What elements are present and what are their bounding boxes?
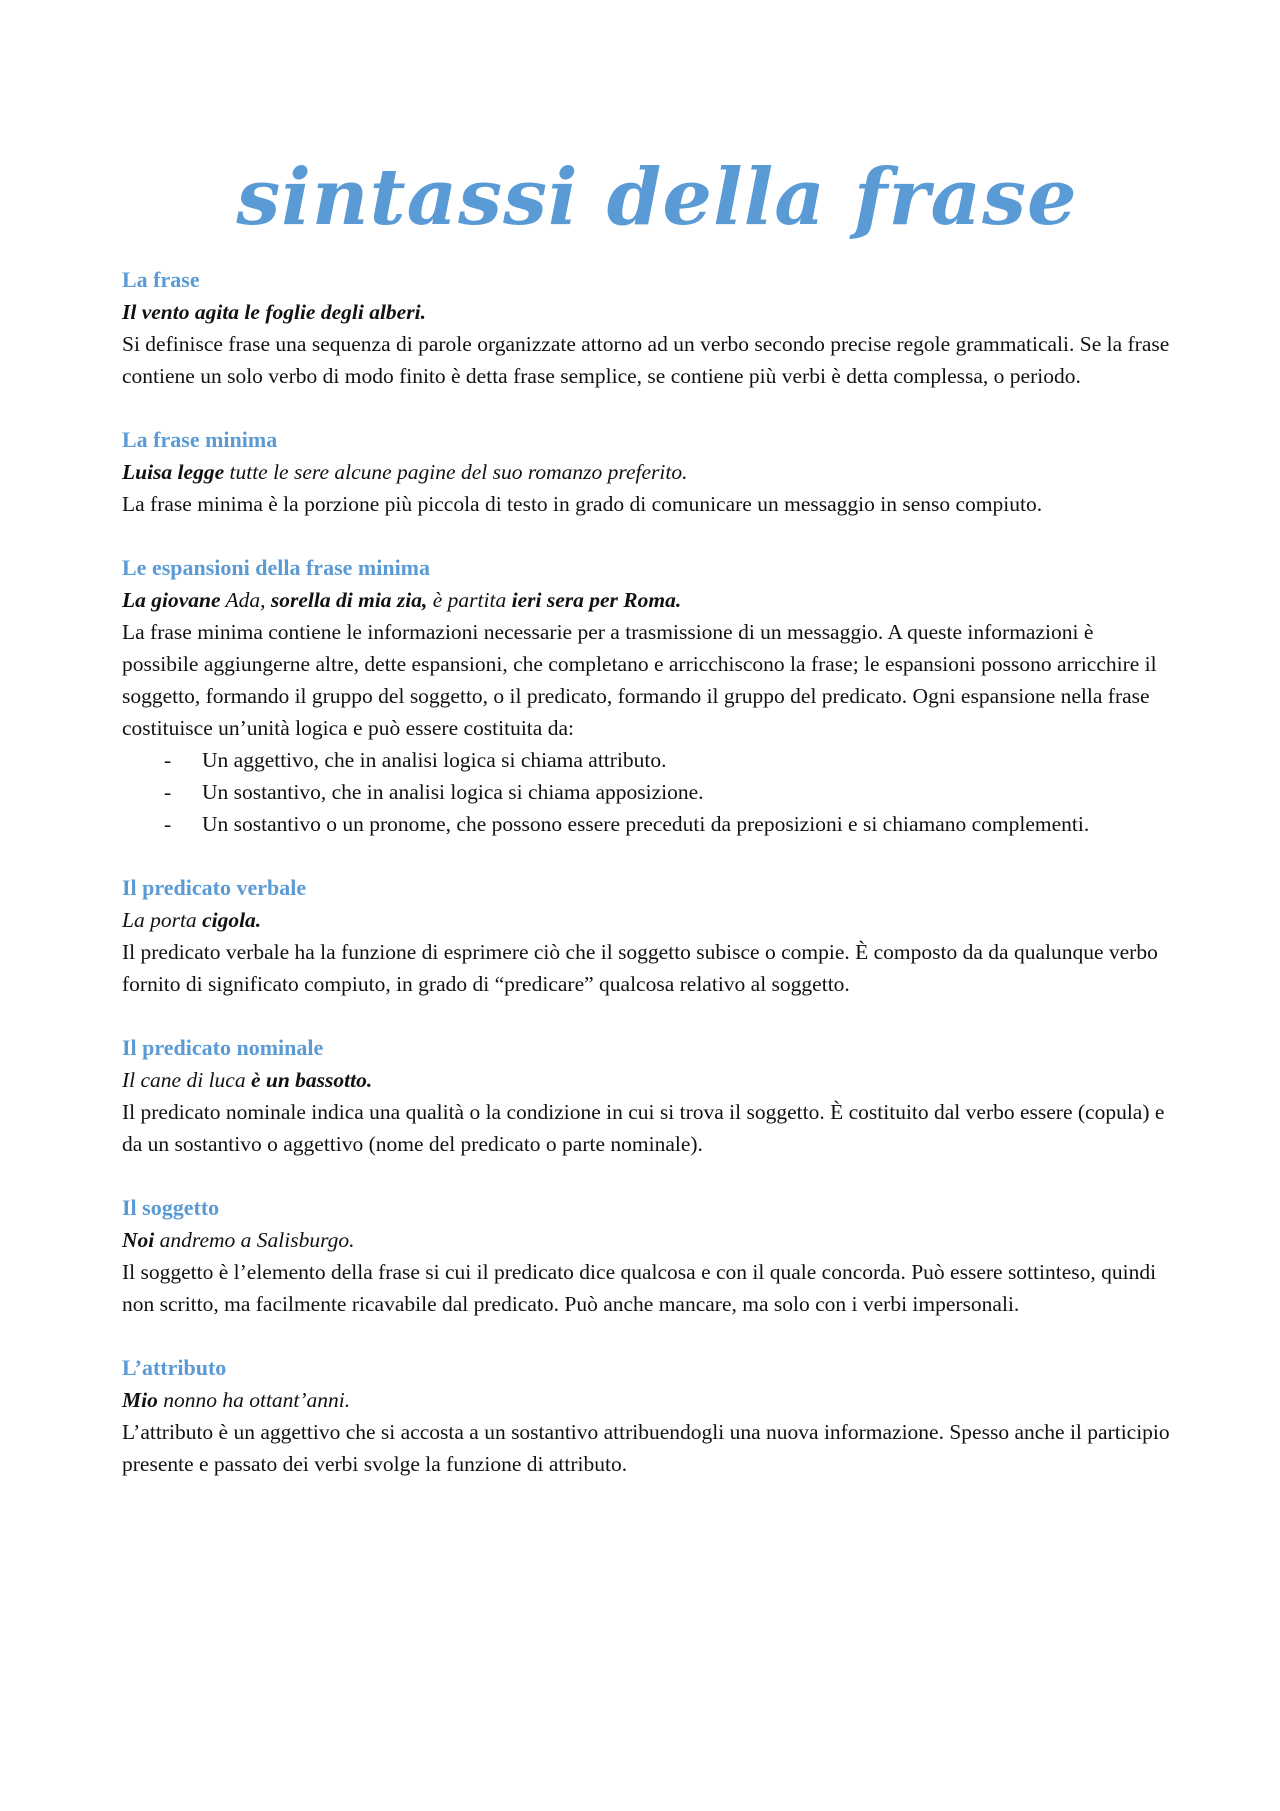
example-sentence	[122, 1384, 1172, 1416]
example-bold-segment: cigola.	[202, 908, 262, 932]
example-sentence	[122, 584, 1172, 616]
section-heading: Il soggetto	[122, 1195, 220, 1220]
section-body: L’attributo è un aggettivo che si accosta a un sostantivo attribuendogli una nuova informazione. Spesso anche il participio presente e passato dei verbi svolge la funzione di attributo.	[122, 1420, 1170, 1476]
section-body: La frase minima è la porzione più piccola di testo in grado di comunicare un messaggio in senso compiuto.	[122, 492, 1043, 516]
bullet-list	[122, 744, 1172, 840]
list-item-text: Un sostantivo o un pronome, che possono essere preceduti da preposizioni e si chiamano complementi.	[202, 812, 1090, 836]
example-bold-segment: Il vento agita le foglie degli alberi.	[122, 300, 426, 324]
section	[122, 1032, 1172, 1160]
list-item	[164, 776, 1172, 808]
dash-bullet-icon: -	[164, 780, 172, 804]
example-bold-segment: Mio	[122, 1388, 158, 1412]
example-sentence	[122, 456, 1172, 488]
example-segment: tutte le sere alcune pagine del suo romanzo preferito.	[224, 460, 688, 484]
section-heading: L’attributo	[122, 1355, 227, 1380]
section-heading: Il predicato verbale	[122, 875, 307, 900]
section-body: La frase minima contiene le informazioni necessarie per a trasmissione di un messaggio. A queste informazioni è possibile aggiungerne altre, dette espansioni, che completano e arricchiscono la frase; le espansioni possono arricchire il soggetto, formando il gruppo del soggetto, o il predicato, formando il gruppo del predicato. Ogni espansione nella frase costituisce un’unità logica e può essere costituita da:	[122, 620, 1157, 740]
document-page	[122, 150, 1172, 1512]
section	[122, 264, 1172, 392]
section-heading: La frase	[122, 267, 200, 292]
example-segment: Il cane di luca	[122, 1068, 251, 1092]
example-bold-segment: è un bassotto.	[250, 1068, 373, 1092]
list-item	[164, 744, 1172, 776]
page-title: sintassi della frase	[236, 152, 1078, 243]
example-segment: Ada,	[220, 588, 271, 612]
example-sentence	[122, 1064, 1172, 1096]
example-segment: è partita	[427, 588, 512, 612]
sections-container	[122, 264, 1172, 1480]
dash-bullet-icon: -	[164, 812, 172, 836]
section	[122, 872, 1172, 1000]
example-segment: andremo a Salisburgo.	[154, 1228, 355, 1252]
section-heading: Il predicato nominale	[122, 1035, 324, 1060]
section	[122, 1352, 1172, 1480]
section-body: Il predicato nominale indica una qualità o la condizione in cui si trova il soggetto. È costituito dal verbo essere (copula) e da un sostantivo o aggettivo (nome del predicato o parte nominale).	[122, 1100, 1165, 1156]
section	[122, 424, 1172, 520]
section-heading: La frase minima	[122, 427, 278, 452]
example-segment: La porta	[122, 908, 203, 932]
example-bold-segment: Luisa legge	[122, 460, 225, 484]
example-sentence	[122, 904, 1172, 936]
section-body: Il predicato verbale ha la funzione di esprimere ciò che il soggetto subisce o compie. È composto da da qualunque verbo fornito di significato compiuto, in grado di “predicare” qualcosa relativo al soggetto.	[122, 940, 1158, 996]
section	[122, 1192, 1172, 1320]
dash-bullet-icon: -	[164, 748, 172, 772]
example-sentence	[122, 1224, 1172, 1256]
example-bold-segment: sorella di mia zia,	[270, 588, 428, 612]
section	[122, 552, 1172, 840]
list-item-text: Un aggettivo, che in analisi logica si chiama attributo.	[202, 748, 667, 772]
example-bold-segment: ieri sera per Roma.	[511, 588, 682, 612]
example-segment: nonno ha ottant’anni.	[157, 1388, 351, 1412]
example-sentence	[122, 296, 1172, 328]
example-bold-segment: La giovane	[122, 588, 221, 612]
example-bold-segment: Noi	[122, 1228, 155, 1252]
section-body: Il soggetto è l’elemento della frase si cui il predicato dice qualcosa e con il quale concorda. Può essere sottinteso, quindi non scritto, ma facilmente ricavabile dal predicato. Può anche mancare, ma solo con i verbi impersonali.	[122, 1260, 1157, 1316]
section-body: Si definisce frase una sequenza di parole organizzate attorno ad un verbo secondo precise regole grammaticali. Se la frase contiene un solo verbo di modo finito è detta frase semplice, se contiene più verbi è detta complessa, o periodo.	[122, 332, 1170, 388]
list-item-text: Un sostantivo, che in analisi logica si chiama apposizione.	[202, 780, 704, 804]
section-heading: Le espansioni della frase minima	[122, 555, 431, 580]
list-item	[164, 808, 1172, 840]
